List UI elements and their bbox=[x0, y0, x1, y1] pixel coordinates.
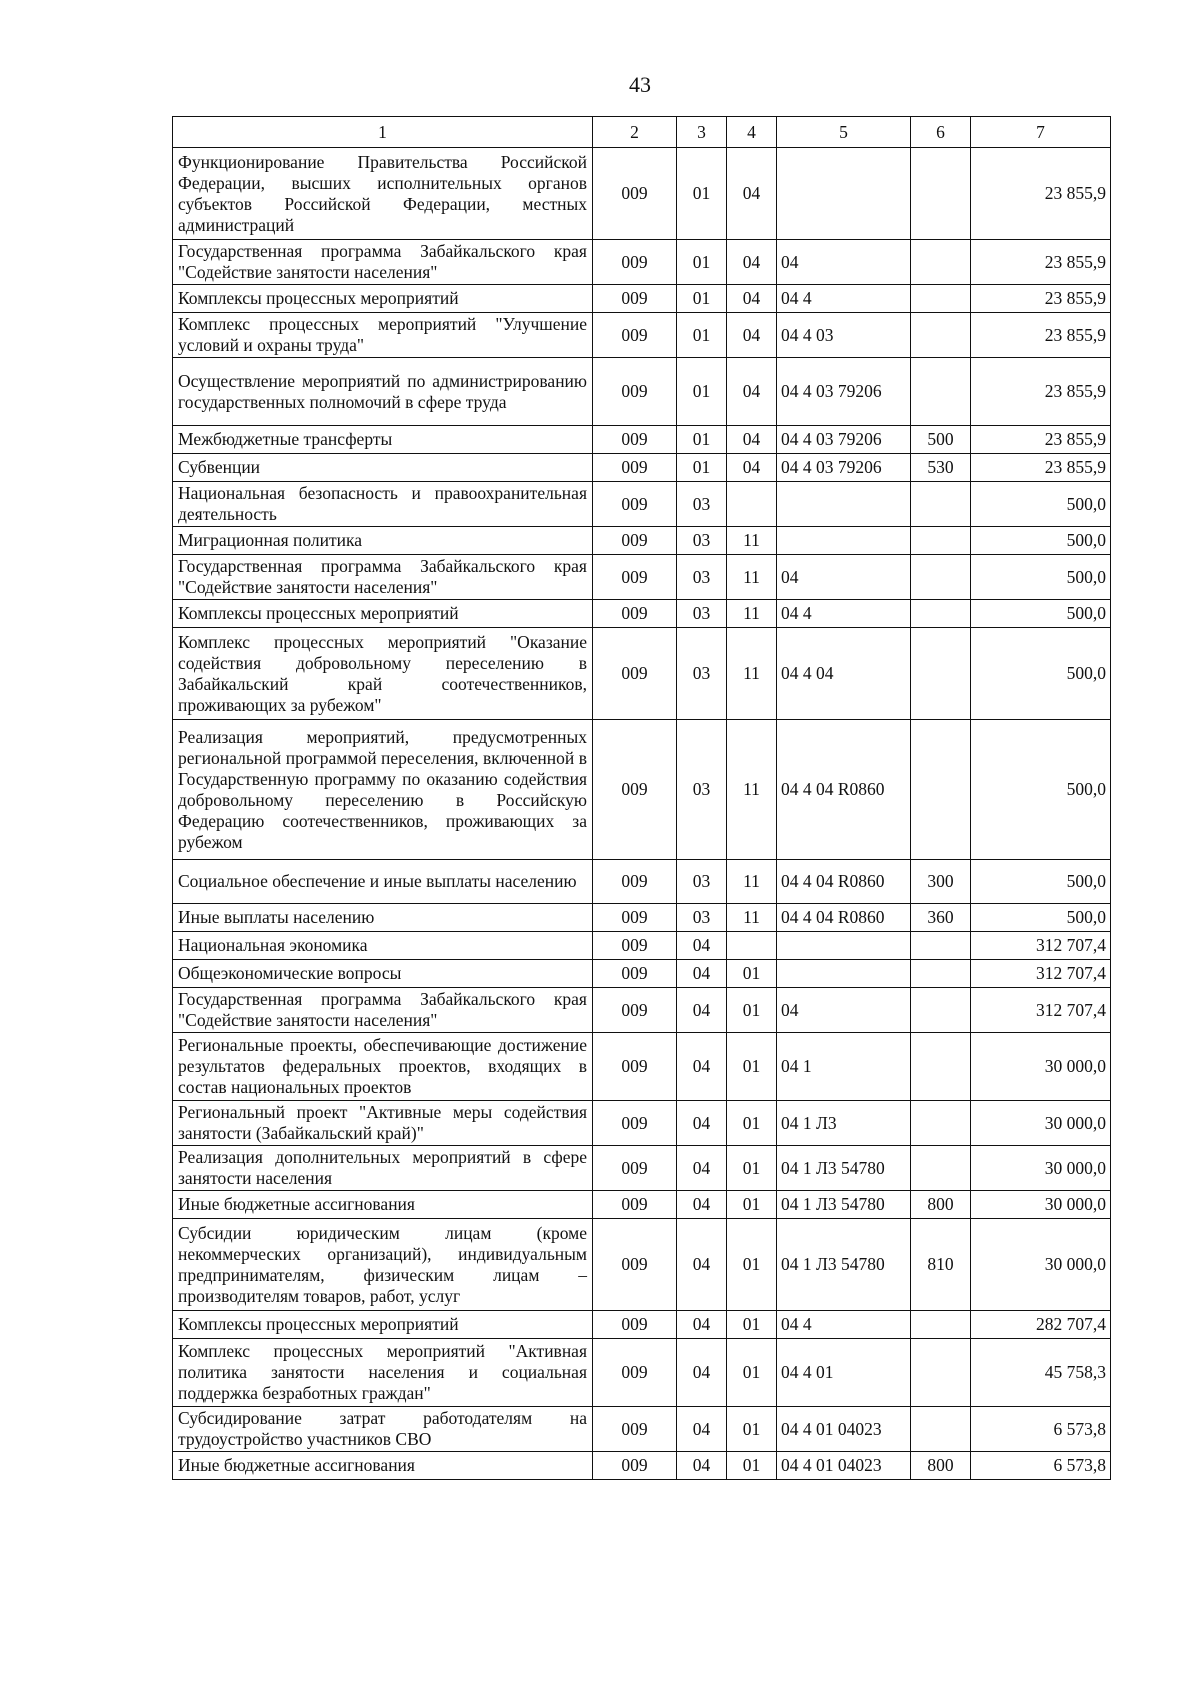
cell-section-code: 01 bbox=[677, 285, 727, 313]
cell-expense-type: 300 bbox=[911, 860, 971, 904]
cell-subsection-code: 04 bbox=[727, 240, 777, 285]
cell-ministry-code: 009 bbox=[593, 426, 677, 454]
row-name: Региональные проекты, обеспечивающие достижение результатов федеральных проектов, входящих в состав национальных проектов bbox=[173, 1033, 593, 1101]
cell-expense-type: 810 bbox=[911, 1219, 971, 1311]
table-row bbox=[173, 932, 1111, 960]
cell-expense-type bbox=[911, 1101, 971, 1146]
cell-subsection-code: 01 bbox=[727, 1101, 777, 1146]
row-name: Реализация дополнительных мероприятий в сфере занятости населения bbox=[173, 1146, 593, 1191]
cell-amount: 30 000,0 bbox=[971, 1101, 1111, 1146]
cell-section-code: 04 bbox=[677, 1191, 727, 1219]
cell-section-code: 04 bbox=[677, 960, 727, 988]
row-name: Реализация мероприятий, предусмотренных региональной программой переселения, включенной в Государственную программу по оказанию содействия добровольному переселению в Российскую Федерацию соотечественников, проживающих за рубежом bbox=[173, 720, 593, 860]
cell-section-code: 04 bbox=[677, 1101, 727, 1146]
cell-amount: 23 855,9 bbox=[971, 240, 1111, 285]
cell-ministry-code: 009 bbox=[593, 1311, 677, 1339]
cell-target-article: 04 4 03 79206 bbox=[777, 426, 911, 454]
page-number: 43 bbox=[629, 72, 651, 97]
cell-expense-type: 360 bbox=[911, 904, 971, 932]
row-name: Комплексы процессных мероприятий bbox=[173, 285, 593, 313]
row-name: Иные бюджетные ассигнования bbox=[173, 1452, 593, 1480]
cell-subsection-code: 01 bbox=[727, 960, 777, 988]
cell-amount: 30 000,0 bbox=[971, 1219, 1111, 1311]
cell-expense-type: 500 bbox=[911, 426, 971, 454]
cell-ministry-code: 009 bbox=[593, 960, 677, 988]
cell-target-article bbox=[777, 932, 911, 960]
row-name: Иные выплаты населению bbox=[173, 904, 593, 932]
cell-section-code: 03 bbox=[677, 720, 727, 860]
cell-ministry-code: 009 bbox=[593, 932, 677, 960]
cell-target-article: 04 bbox=[777, 988, 911, 1033]
cell-subsection-code: 01 bbox=[727, 988, 777, 1033]
cell-target-article bbox=[777, 482, 911, 527]
row-name: Государственная программа Забайкальского края "Содействие занятости населения" bbox=[173, 555, 593, 600]
header-cell: 3 bbox=[677, 117, 727, 148]
cell-amount: 30 000,0 bbox=[971, 1191, 1111, 1219]
cell-target-article: 04 1 Л3 54780 bbox=[777, 1191, 911, 1219]
cell-expense-type: 800 bbox=[911, 1452, 971, 1480]
cell-target-article bbox=[777, 148, 911, 240]
cell-target-article: 04 4 bbox=[777, 1311, 911, 1339]
cell-expense-type bbox=[911, 988, 971, 1033]
cell-target-article: 04 bbox=[777, 240, 911, 285]
cell-target-article: 04 4 03 79206 bbox=[777, 454, 911, 482]
table-row bbox=[173, 600, 1111, 628]
header-cell: 5 bbox=[777, 117, 911, 148]
cell-expense-type bbox=[911, 148, 971, 240]
cell-section-code: 03 bbox=[677, 555, 727, 600]
cell-expense-type bbox=[911, 1339, 971, 1407]
row-name: Субсидирование затрат работодателям на трудоустройство участников СВО bbox=[173, 1407, 593, 1452]
table-row bbox=[173, 720, 1111, 860]
cell-ministry-code: 009 bbox=[593, 860, 677, 904]
cell-expense-type bbox=[911, 240, 971, 285]
cell-expense-type bbox=[911, 482, 971, 527]
cell-subsection-code: 04 bbox=[727, 454, 777, 482]
cell-section-code: 04 bbox=[677, 1033, 727, 1101]
row-name: Государственная программа Забайкальского края "Содействие занятости населения" bbox=[173, 988, 593, 1033]
cell-expense-type bbox=[911, 628, 971, 720]
cell-subsection-code: 01 bbox=[727, 1033, 777, 1101]
cell-expense-type bbox=[911, 527, 971, 555]
table-row bbox=[173, 482, 1111, 527]
table-row bbox=[173, 313, 1111, 358]
cell-expense-type: 530 bbox=[911, 454, 971, 482]
cell-ministry-code: 009 bbox=[593, 1452, 677, 1480]
cell-ministry-code: 009 bbox=[593, 240, 677, 285]
cell-amount: 23 855,9 bbox=[971, 358, 1111, 426]
cell-section-code: 04 bbox=[677, 1339, 727, 1407]
budget-table bbox=[172, 116, 1111, 1480]
table-row bbox=[173, 860, 1111, 904]
cell-expense-type: 800 bbox=[911, 1191, 971, 1219]
cell-section-code: 04 bbox=[677, 1452, 727, 1480]
cell-amount: 312 707,4 bbox=[971, 932, 1111, 960]
cell-expense-type bbox=[911, 960, 971, 988]
row-name: Государственная программа Забайкальского края "Содействие занятости населения" bbox=[173, 240, 593, 285]
cell-section-code: 01 bbox=[677, 426, 727, 454]
cell-section-code: 04 bbox=[677, 1311, 727, 1339]
cell-expense-type bbox=[911, 555, 971, 600]
cell-subsection-code: 04 bbox=[727, 285, 777, 313]
row-name: Миграционная политика bbox=[173, 527, 593, 555]
row-name: Осуществление мероприятий по администрированию государственных полномочий в сфере труда bbox=[173, 358, 593, 426]
cell-subsection-code: 11 bbox=[727, 860, 777, 904]
cell-subsection-code: 04 bbox=[727, 358, 777, 426]
cell-target-article: 04 bbox=[777, 555, 911, 600]
table-row bbox=[173, 988, 1111, 1033]
cell-section-code: 04 bbox=[677, 1146, 727, 1191]
cell-amount: 500,0 bbox=[971, 555, 1111, 600]
table-row bbox=[173, 628, 1111, 720]
cell-expense-type bbox=[911, 932, 971, 960]
cell-ministry-code: 009 bbox=[593, 555, 677, 600]
row-name: Комплексы процессных мероприятий bbox=[173, 600, 593, 628]
cell-target-article: 04 4 04 bbox=[777, 628, 911, 720]
cell-amount: 30 000,0 bbox=[971, 1033, 1111, 1101]
cell-subsection-code: 11 bbox=[727, 600, 777, 628]
table-row bbox=[173, 1146, 1111, 1191]
cell-ministry-code: 009 bbox=[593, 600, 677, 628]
cell-amount: 500,0 bbox=[971, 628, 1111, 720]
cell-amount: 30 000,0 bbox=[971, 1146, 1111, 1191]
table-header-row bbox=[173, 117, 1111, 148]
cell-expense-type bbox=[911, 285, 971, 313]
cell-amount: 312 707,4 bbox=[971, 988, 1111, 1033]
cell-subsection-code: 01 bbox=[727, 1407, 777, 1452]
cell-section-code: 03 bbox=[677, 527, 727, 555]
cell-subsection-code bbox=[727, 932, 777, 960]
cell-ministry-code: 009 bbox=[593, 358, 677, 426]
cell-amount: 500,0 bbox=[971, 527, 1111, 555]
cell-expense-type bbox=[911, 358, 971, 426]
cell-target-article: 04 4 03 bbox=[777, 313, 911, 358]
cell-expense-type bbox=[911, 313, 971, 358]
cell-subsection-code: 11 bbox=[727, 555, 777, 600]
header-cell: 7 bbox=[971, 117, 1111, 148]
cell-ministry-code: 009 bbox=[593, 1146, 677, 1191]
cell-amount: 23 855,9 bbox=[971, 285, 1111, 313]
row-name: Комплекс процессных мероприятий "Активная политика занятости населения и социальная поддержка безработных граждан" bbox=[173, 1339, 593, 1407]
cell-subsection-code: 04 bbox=[727, 148, 777, 240]
cell-subsection-code: 11 bbox=[727, 720, 777, 860]
table-row bbox=[173, 1191, 1111, 1219]
cell-subsection-code bbox=[727, 482, 777, 527]
cell-expense-type bbox=[911, 720, 971, 860]
table-row bbox=[173, 1101, 1111, 1146]
cell-expense-type bbox=[911, 1033, 971, 1101]
row-name: Субвенции bbox=[173, 454, 593, 482]
table-row bbox=[173, 240, 1111, 285]
table-row bbox=[173, 148, 1111, 240]
cell-target-article: 04 4 04 R0860 bbox=[777, 904, 911, 932]
cell-ministry-code: 009 bbox=[593, 1339, 677, 1407]
cell-ministry-code: 009 bbox=[593, 482, 677, 527]
cell-ministry-code: 009 bbox=[593, 1101, 677, 1146]
row-name: Национальная безопасность и правоохранительная деятельность bbox=[173, 482, 593, 527]
cell-target-article bbox=[777, 527, 911, 555]
table-row bbox=[173, 960, 1111, 988]
table-row bbox=[173, 555, 1111, 600]
cell-subsection-code: 11 bbox=[727, 527, 777, 555]
table-row bbox=[173, 358, 1111, 426]
cell-section-code: 01 bbox=[677, 313, 727, 358]
cell-section-code: 04 bbox=[677, 1407, 727, 1452]
cell-section-code: 04 bbox=[677, 1219, 727, 1311]
cell-section-code: 01 bbox=[677, 148, 727, 240]
cell-section-code: 01 bbox=[677, 240, 727, 285]
cell-amount: 500,0 bbox=[971, 720, 1111, 860]
cell-subsection-code: 01 bbox=[727, 1219, 777, 1311]
cell-subsection-code: 11 bbox=[727, 904, 777, 932]
cell-amount: 45 758,3 bbox=[971, 1339, 1111, 1407]
row-name: Иные бюджетные ассигнования bbox=[173, 1191, 593, 1219]
cell-amount: 6 573,8 bbox=[971, 1452, 1111, 1480]
cell-expense-type bbox=[911, 1311, 971, 1339]
cell-section-code: 01 bbox=[677, 358, 727, 426]
cell-section-code: 03 bbox=[677, 482, 727, 527]
table-row bbox=[173, 904, 1111, 932]
row-name: Комплекс процессных мероприятий "Улучшение условий и охраны труда" bbox=[173, 313, 593, 358]
cell-section-code: 04 bbox=[677, 988, 727, 1033]
cell-target-article bbox=[777, 960, 911, 988]
cell-amount: 500,0 bbox=[971, 904, 1111, 932]
header-cell: 6 bbox=[911, 117, 971, 148]
cell-subsection-code: 11 bbox=[727, 628, 777, 720]
cell-target-article: 04 4 01 04023 bbox=[777, 1407, 911, 1452]
table-row bbox=[173, 1407, 1111, 1452]
cell-section-code: 04 bbox=[677, 932, 727, 960]
cell-ministry-code: 009 bbox=[593, 988, 677, 1033]
row-name: Региональный проект "Активные меры содействия занятости (Забайкальский край)" bbox=[173, 1101, 593, 1146]
row-name: Национальная экономика bbox=[173, 932, 593, 960]
cell-ministry-code: 009 bbox=[593, 1219, 677, 1311]
cell-target-article: 04 1 Л3 54780 bbox=[777, 1219, 911, 1311]
cell-expense-type bbox=[911, 1407, 971, 1452]
cell-target-article: 04 4 01 04023 bbox=[777, 1452, 911, 1480]
cell-target-article: 04 1 bbox=[777, 1033, 911, 1101]
cell-amount: 23 855,9 bbox=[971, 454, 1111, 482]
row-name: Комплексы процессных мероприятий bbox=[173, 1311, 593, 1339]
cell-ministry-code: 009 bbox=[593, 527, 677, 555]
cell-ministry-code: 009 bbox=[593, 454, 677, 482]
row-name: Комплекс процессных мероприятий "Оказание содействия добровольному переселению в Забайкальский край соотечественников, проживающих за рубежом" bbox=[173, 628, 593, 720]
cell-ministry-code: 009 bbox=[593, 1407, 677, 1452]
cell-subsection-code: 01 bbox=[727, 1311, 777, 1339]
cell-expense-type bbox=[911, 600, 971, 628]
cell-section-code: 03 bbox=[677, 628, 727, 720]
table-row bbox=[173, 1311, 1111, 1339]
cell-amount: 500,0 bbox=[971, 600, 1111, 628]
cell-ministry-code: 009 bbox=[593, 904, 677, 932]
cell-amount: 6 573,8 bbox=[971, 1407, 1111, 1452]
cell-subsection-code: 04 bbox=[727, 426, 777, 454]
cell-expense-type bbox=[911, 1146, 971, 1191]
row-name: Межбюджетные трансферты bbox=[173, 426, 593, 454]
table-row bbox=[173, 527, 1111, 555]
cell-section-code: 01 bbox=[677, 454, 727, 482]
cell-target-article: 04 4 04 R0860 bbox=[777, 860, 911, 904]
cell-amount: 312 707,4 bbox=[971, 960, 1111, 988]
table-row bbox=[173, 285, 1111, 313]
row-name: Общеэкономические вопросы bbox=[173, 960, 593, 988]
table-row bbox=[173, 1339, 1111, 1407]
cell-subsection-code: 01 bbox=[727, 1146, 777, 1191]
row-name: Субсидии юридическим лицам (кроме некоммерческих организаций), индивидуальным предпринимателям, физическим лицам – производителям товаров, работ, услуг bbox=[173, 1219, 593, 1311]
cell-ministry-code: 009 bbox=[593, 1033, 677, 1101]
row-name: Социальное обеспечение и иные выплаты населению bbox=[173, 860, 593, 904]
table-row bbox=[173, 1033, 1111, 1101]
header-cell: 4 bbox=[727, 117, 777, 148]
cell-ministry-code: 009 bbox=[593, 148, 677, 240]
table-row bbox=[173, 1219, 1111, 1311]
cell-ministry-code: 009 bbox=[593, 313, 677, 358]
cell-amount: 23 855,9 bbox=[971, 148, 1111, 240]
header-cell: 1 bbox=[173, 117, 593, 148]
cell-target-article: 04 1 Л3 bbox=[777, 1101, 911, 1146]
cell-target-article: 04 4 03 79206 bbox=[777, 358, 911, 426]
cell-target-article: 04 4 01 bbox=[777, 1339, 911, 1407]
cell-ministry-code: 009 bbox=[593, 628, 677, 720]
cell-subsection-code: 01 bbox=[727, 1339, 777, 1407]
cell-target-article: 04 4 bbox=[777, 285, 911, 313]
cell-amount: 23 855,9 bbox=[971, 426, 1111, 454]
cell-subsection-code: 04 bbox=[727, 313, 777, 358]
cell-subsection-code: 01 bbox=[727, 1191, 777, 1219]
cell-target-article: 04 4 04 R0860 bbox=[777, 720, 911, 860]
cell-target-article: 04 4 bbox=[777, 600, 911, 628]
cell-section-code: 03 bbox=[677, 860, 727, 904]
cell-target-article: 04 1 Л3 54780 bbox=[777, 1146, 911, 1191]
cell-amount: 282 707,4 bbox=[971, 1311, 1111, 1339]
row-name: Функционирование Правительства Российской Федерации, высших исполнительных органов субъектов Российской Федерации, местных администраций bbox=[173, 148, 593, 240]
cell-section-code: 03 bbox=[677, 600, 727, 628]
cell-ministry-code: 009 bbox=[593, 720, 677, 860]
cell-section-code: 03 bbox=[677, 904, 727, 932]
cell-subsection-code: 01 bbox=[727, 1452, 777, 1480]
table-row bbox=[173, 1452, 1111, 1480]
table-row bbox=[173, 426, 1111, 454]
header-cell: 2 bbox=[593, 117, 677, 148]
cell-amount: 23 855,9 bbox=[971, 313, 1111, 358]
cell-amount: 500,0 bbox=[971, 482, 1111, 527]
cell-amount: 500,0 bbox=[971, 860, 1111, 904]
table-row bbox=[173, 454, 1111, 482]
cell-ministry-code: 009 bbox=[593, 1191, 677, 1219]
cell-ministry-code: 009 bbox=[593, 285, 677, 313]
